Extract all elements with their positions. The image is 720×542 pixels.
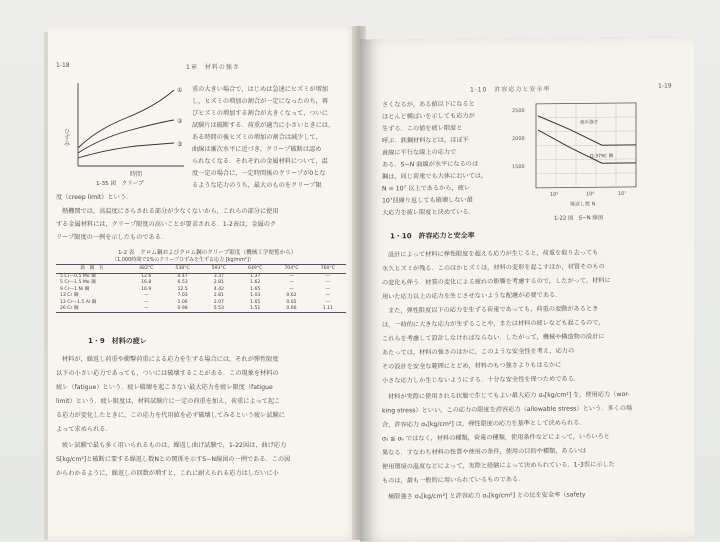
sn-curve-label: 疲れ強さ [580, 120, 599, 126]
text-line: 永久ヒズミが残る．このほかヒズミは，材料の変形を起こすほか，材質そのもの [382, 263, 605, 273]
table-cell: 1.65 [250, 299, 261, 305]
text-line: ある時間の後ヒズミの増加の割合は減少して， [192, 134, 322, 141]
creep-curve-1 [78, 90, 174, 148]
table-cell: 16.9 [141, 286, 152, 292]
text-line: king stress）といい，この応力の限度を許容応力（allowable stress）という．多くの場 [382, 404, 633, 415]
text-line: あたっては，材料の強さのほかに，このような安全性を考え，応力の [382, 347, 575, 357]
table-cell: 13 Cr 鋼 [60, 293, 79, 299]
table-cell: 1.62 [250, 280, 261, 286]
text-line: これらを考慮して設計しなければならない．したがって，機械や構造物の設計に [382, 333, 605, 343]
text-line: 大応力を疲レ限度と決めている． [382, 208, 475, 217]
table-cell: 1.51 [237, 306, 273, 313]
table-cell: 5 Cr—0.5 Mo 鋼 [60, 274, 96, 279]
sn-curve-label: Q.379C 鋼 [590, 154, 614, 160]
table-cell: 16.8 [141, 280, 152, 286]
table-cell: — [325, 299, 331, 305]
text-line: 極限強さ σᵤ[kg/cm²] と許容応力 σₐ[kg/cm²] との比を安全率（safety [388, 491, 586, 501]
text-line: する金属材料には，クリープ限度の高いことが要求される．1-2表は，金属のク [56, 221, 277, 228]
sn-x-tick: 10⁶ [586, 191, 595, 198]
table-cell: — [128, 306, 164, 313]
sn-caption: 1-22 図 S−N 線図 [554, 215, 604, 222]
text-line: リープ限度の一例を示したものである． [56, 234, 168, 241]
table-cell: 2.81 [213, 280, 224, 286]
text-line: し，ヒズミの増加の割合が一定になったのち，再 [192, 98, 329, 105]
text-line: 設計によって材料に弾性限度を超える応力が生じると，荷重を取り去っても [388, 249, 599, 259]
text-line: S[kg/cm²]と破断に要する繰返し数Nとの関係を示すS−N線図の一例である．この図 [56, 456, 291, 463]
right-page-number: 1-19 [658, 82, 672, 90]
table-cell: — [325, 274, 331, 279]
text-line: 熱機関では，高温度にさらされる部分が少なくないから，これらの部分に使用 [62, 208, 279, 215]
table-cell: 26 Cr 鋼 [56, 306, 128, 313]
sn-x-tick: 10⁷ [618, 190, 627, 198]
text-line: 材料が，繰返し荷重や衝撃荷重による応力を生ずる場合には，それが弾性限度 [62, 356, 279, 363]
table-cell: 12.6 [141, 274, 152, 279]
text-line: また，弾性限度以下の応力を生ずる荷重であっても，荷重の変動があるとき [388, 305, 599, 315]
text-line: 曲線は漸次水平に近づき，クリープ破断は認め [192, 146, 322, 153]
sn-x-label: 繰返し数 N [570, 201, 596, 208]
text-line: σₐ ≦ σₑ ではなく，材料の種類，荷重の種類，使用条件などによって，いろいろと [382, 433, 610, 443]
table-row [56, 306, 346, 313]
text-line: びヒズミの増加する割合が大きくなって，ついに [192, 110, 328, 117]
text-line: 重の大きい場合で，はじめは急速にヒズミが増加 [192, 86, 328, 93]
table-cell: — [143, 299, 149, 305]
section-title-allowable-stress: 1・10 許容応力と安全率 [390, 231, 475, 241]
text-line: 疲レ（fatigue）という．疲レ破壊を起こさない最大応力を疲レ限度（fatigue [56, 384, 273, 391]
text-line: N = 10⁷ 以上であるから，疲レ [382, 184, 470, 193]
text-line: るような応力のうち，最大のものをクリープ限 [192, 182, 322, 189]
text-line: limit）という．疲レ限度は，材料試験片に一定の荷重を加え，荷重によって起こ [56, 398, 281, 405]
table-cell: 2.81 [213, 293, 224, 299]
table-cell: — [325, 286, 331, 292]
table-cell: — [143, 293, 149, 299]
text-line: からわかるように，繰返しの回数が増すと，これに耐えられる応力はしだいに小 [56, 470, 279, 477]
table-cell: 13 Cr—1.5 Al 鋼 [60, 299, 97, 305]
sn-x-tick: 10⁵ [550, 191, 559, 198]
table-cell: 0.98 [164, 306, 200, 313]
table-header-cell: 760°C [310, 265, 346, 274]
creep-x-label: 時間 [130, 171, 143, 178]
text-line: ものは，最も一般的に用いられているものである． [382, 476, 525, 485]
table-cell: 4.42 [213, 286, 224, 292]
table-cell: 4.47 [177, 274, 188, 279]
text-line: られなくなる．それぞれの金属材料について，温 [192, 158, 328, 165]
table-cell: — [289, 286, 294, 292]
creep-y-label: ひずみ [62, 128, 70, 146]
text-line: その設計を安全な範囲にとどめ，材料のもつ強さよりもはるかに [382, 361, 562, 371]
text-line: 鋼は，同じ荷重でも大体においては， [382, 172, 488, 181]
text-line: 使用環境の温度などによって，実際と経験によって決められている．1-3表に示した [382, 461, 615, 471]
table-cell: — [325, 293, 331, 299]
text-line: ある．S−N 曲線が水平になるのは [382, 160, 479, 169]
creep-limit-table [56, 264, 346, 313]
table-cell: — [289, 274, 294, 279]
text-line: ほとんど横ばいを示しても応力が [382, 112, 475, 121]
left-page-number: 1-18 [56, 62, 70, 69]
text-line: 用いた応力以上の応力を生じさせないような配慮が必要である． [382, 291, 562, 301]
text-line: 10⁷回繰り返しても破壊しない最 [382, 196, 473, 205]
table-cell: 1.65 [250, 286, 261, 292]
text-line: 呼ぶ．鉄鋼材料などは，ほぼ平 [382, 136, 469, 145]
text-line: 異なる．すなわち材料の性質や使用の条件，使用の目的や種類，あるいは [382, 447, 587, 457]
sn-y-tick: 2500 [512, 108, 525, 115]
creep-curve-3 [78, 143, 174, 158]
text-line: は，一時的に大きな応力が生ずることや，または材料の疲レなども起こるので， [382, 319, 605, 329]
table-subcaption: （1,000時間で1%のクリープひずみを生ずる応力 [kg/mm²]） [112, 257, 254, 263]
table-cell: 2.07 [213, 299, 224, 305]
text-line: 合，許容応力 σₐ[kg/cm²] は，弾性限度の応力を基準として決められる． [382, 419, 586, 429]
table-cell: 5.53 [201, 306, 237, 313]
table-header-cell: 593°C [201, 265, 237, 274]
table-cell: — [325, 280, 331, 286]
table-header-cell: 482°C [128, 265, 164, 274]
text-line: 疲レ試験で最も多く用いられるものは，繰返し曲げ試験で，1-22図は，曲げ応力 [62, 442, 287, 449]
sn-graph [510, 95, 650, 228]
table-cell: 9 Cr—1 Ni 鋼 [60, 286, 90, 292]
text-line: る応力が変化したときに，この応力を代用値を必ず破壊してみるという疲レ試験に [56, 412, 285, 419]
text-line: 生ずる．この値を疲レ限度と [382, 124, 463, 133]
text-line: 材料が実際に使用される状態で生じてもよい最大応力 σₐ[kg/cm²] を，使用応力（wor- [388, 390, 630, 401]
text-line: 度（creep limit）という． [56, 194, 133, 201]
text-line: 度一定の場合に，一定時間後のクリープが0とな [192, 170, 326, 177]
table-cell: 6.53 [177, 280, 188, 286]
creep-graph [56, 78, 186, 188]
table-cell: 12.5 [177, 286, 188, 292]
creep-curve-2 [78, 120, 174, 153]
table-header-cell: 704°C [273, 265, 309, 274]
table-caption: 1-2 表 クロム鋼およびクロム鋼のクリープ限度（機械工学便覧から） [118, 250, 297, 256]
table-cell: 1.03 [250, 293, 261, 299]
table-cell: — [289, 280, 294, 286]
table-cell: 7.03 [177, 293, 188, 299]
table-cell: 1.37 [250, 274, 261, 279]
text-line: 直線に平行な線上の応力で [382, 148, 457, 157]
text-line: 試験片は破断する．荷重が適当に小さいときには， [192, 122, 335, 129]
creep-label-1: ① [177, 87, 183, 94]
sn-y-tick: 1500 [512, 164, 525, 171]
text-line: さくなるが，ある値以下になると [382, 100, 475, 109]
table-row [56, 274, 346, 281]
table-cell: 1.06 [177, 299, 188, 305]
text-line: よって求められる． [56, 426, 112, 433]
text-line: 小さな応力しか生じないようにする．十分な安全性を保つためである． [382, 375, 580, 385]
creep-label-3: ③ [177, 141, 183, 148]
text-line: の変化も伴う．材質の変化による疲れの影響を考慮するので，したがって，材料に [382, 277, 611, 287]
table-header-cell: 649°C [237, 265, 273, 274]
sn-y-tick: 2000 [512, 136, 525, 143]
left-page [48, 26, 364, 540]
table-cell: 5 Cr—1.5 Mo 鋼 [60, 280, 96, 286]
table-header-cell: 鉄 鋼 名 [56, 265, 128, 274]
sn-curve-2 [538, 129, 636, 164]
left-chapter-header: 1章 材料の強さ [186, 64, 240, 71]
table-cell: 1.11 [310, 306, 346, 313]
table-cell: 0.65 [286, 299, 297, 305]
table-cell: 0.62 [286, 293, 297, 299]
table-header-cell: 538°C [164, 265, 200, 274]
creep-caption: 1-35 図 クリープ [96, 181, 144, 187]
right-page [360, 36, 694, 541]
right-chapter-header: 1·10 許容応力と安全率 [470, 85, 551, 94]
section-title-fatigue: 1・9 材料の疲レ [88, 337, 147, 345]
table-cell: 3.37 [213, 274, 224, 279]
table-cell: 0.66 [273, 306, 309, 313]
creep-label-2: ② [177, 118, 183, 125]
text-line: 以下の小さい応力であっても，ついには破壊することがある．この現象を材料の [56, 370, 279, 377]
open-book [48, 22, 694, 540]
